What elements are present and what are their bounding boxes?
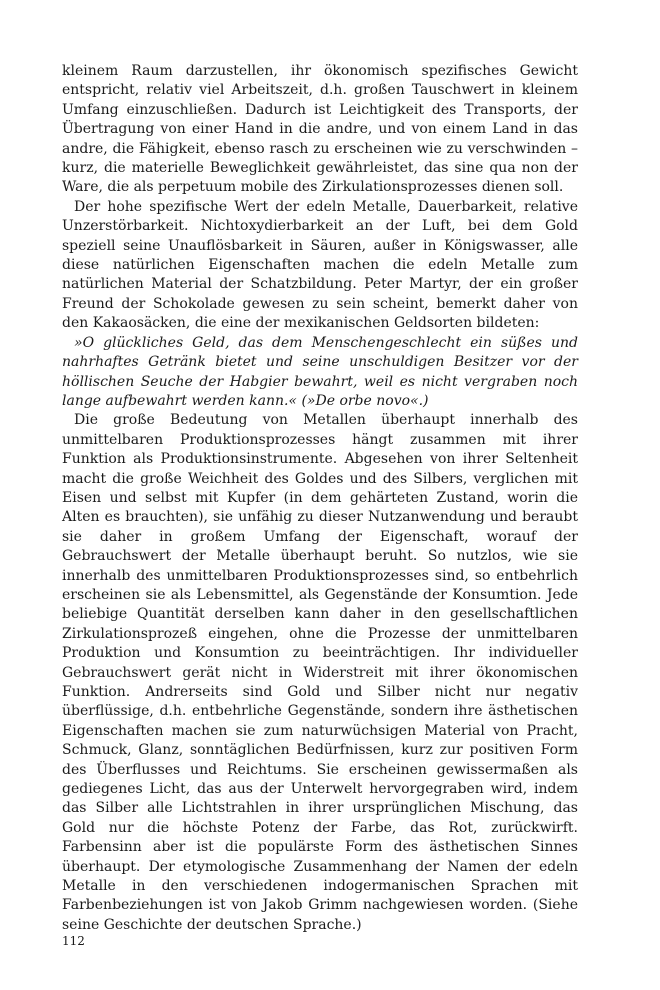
page-body bbox=[62, 62, 578, 935]
quote-source: (»De orbe novo«.) bbox=[301, 392, 429, 409]
paragraph-precious-metals: Der hohe spezifische Wert der edeln Metalle, Dauerbarkeit, relative Unzerstörbarkeit. Nichtoxydierbarkeit an der Luft, bei dem Gold speziell seine Unauflösbarkeit in Säuren, außer in Königswasser, alle diese natürlichen Eigenschaften machen die edeln Metalle zum natürlichen Material der Schatzbildung. Peter Martyr, der ein großer Freund der Schokolade gewesen zu sein scheint, bemerkt daher von den Kakaosäcken, die eine der mexikanischen Geldsorten bildeten: bbox=[62, 198, 578, 332]
quote-text: »O glückliches Geld, das dem Menschengeschlecht ein süßes und nahrhaftes Getränk bietet und seine unschuldigen Besitzer vor der höllischen Seuche der Habgier bewahrt, weil es nicht vergraben noch lange aufbewahrt werden kann.« bbox=[62, 334, 578, 409]
paragraph-continuation: kleinem Raum darzustellen, ihr ökonomisch spezifisches Gewicht entspricht, relativ viel Arbeitszeit, d.h. großen Tauschwert in kleinem Umfang einzuschließen. Dadurch ist Leichtigkeit des Transports, der Übertragung von einer Hand in die andre, und von einem Land in das andre, die Fähigkeit, ebenso rasch zu erscheinen wie zu verschwinden – kurz, die materielle Beweglichkeit gewährleistet, das sine qua non der Ware, die als perpetuum mobile des Zirkulationsprozesses dienen soll. bbox=[62, 63, 578, 196]
paragraph-metals-function: Die große Bedeutung von Metallen überhaupt innerhalb des unmittelbaren Produktionsprozesses hängt zusammen mit ihrer Funktion als Produktionsinstrumente. Abgesehen von ihrer Seltenheit macht die große Weichheit des Goldes und des Silbers, verglichen mit Eisen und selbst mit Kupfer (in dem gehärteten Zustand, worin die Alten es brauchten), sie unfähig zu dieser Nutzanwendung und beraubt sie daher in großem Umfang der Eigenschaft, worauf der Gebrauchswert der Metalle überhaupt beruht. So nutzlos, wie sie innerhalb des unmittelbaren Produktionsprozesses sind, so entbehrlich erscheinen sie als Lebensmittel, als Gegenstände der Konsumtion. Jede beliebige Quantität derselben kann daher in den gesellschaftlichen Zirkulationsprozeß eingehen, ohne die Prozesse der unmittelbaren Produktion und Konsumtion zu beeinträchtigen. Ihr individueller Gebrauchswert gerät nicht in Widerstreit mit ihrer ökonomischen Funktion. Andrerseits sind Gold und Silber nicht nur negativ überflüssige, d.h. entbehrliche Gegenstände, sondern ihre ästhetischen Eigenschaften machen sie zum naturwüchsigen Material von Pracht, Schmuck, Glanz, sonntäglichen Bedürfnissen, kurz zur positiven Form des Überflusses und Reichtums. Sie erscheinen gewissermaßen als gediegenes Licht, das aus der Unterwelt hervorgegraben wird, indem das Silber alle Lichtstrahlen in ihrer ursprünglichen Mischung, das Gold nur die höchste Potenz der Farbe, das Rot, zurückwirft. Farbensinn aber ist die populärste Form des ästhetischen Sinnes überhaupt. Der etymologische Zusammenhang der Namen der edeln Metalle in den verschiedenen indogermanischen Sprachen mit Farbenbeziehungen ist von Jakob Grimm nachgewiesen worden. (Siehe seine Geschichte der deutschen Sprache.) bbox=[62, 412, 578, 933]
page-number: 112 bbox=[62, 934, 85, 948]
block-quote bbox=[62, 334, 578, 412]
